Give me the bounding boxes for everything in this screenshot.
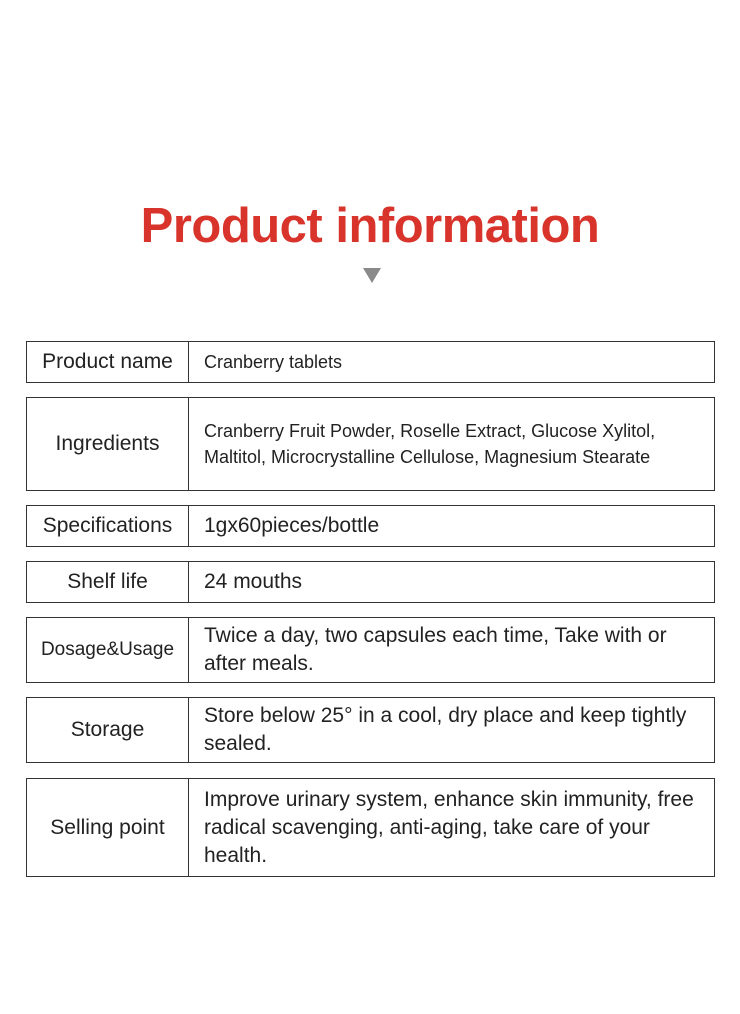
row-label: Product name bbox=[27, 342, 189, 382]
triangle-down-icon bbox=[363, 268, 381, 283]
table-row-product-name bbox=[26, 341, 715, 383]
row-value: Twice a day, two capsules each time, Take with or after meals. bbox=[204, 624, 667, 675]
table-row-dosage-usage bbox=[26, 617, 715, 683]
table-row-shelf-life bbox=[26, 561, 715, 603]
table-row-selling-point bbox=[26, 778, 715, 877]
row-value: Store below 25° in a cool, dry place and keep tightly sealed. bbox=[204, 704, 687, 755]
row-value: Improve urinary system, enhance skin immunity, free radical scavenging, anti-aging, take care of your health. bbox=[204, 787, 694, 867]
row-label: Ingredients bbox=[27, 398, 189, 490]
row-value: Cranberry tablets bbox=[204, 352, 343, 372]
row-label: Dosage&Usage bbox=[27, 618, 189, 682]
row-label: Specifications bbox=[27, 506, 189, 546]
table-row-ingredients bbox=[26, 397, 715, 491]
row-value: 1gx60pieces/bottle bbox=[204, 514, 380, 537]
table-row-specifications bbox=[26, 505, 715, 547]
table-row-storage bbox=[26, 697, 715, 763]
row-value: Cranberry Fruit Powder, Roselle Extract, Glucose Xylitol, Maltitol, Microcrystalline Cellulose, Magnesium Stearate bbox=[204, 421, 656, 467]
row-label: Shelf life bbox=[27, 562, 189, 602]
row-label: Selling point bbox=[27, 779, 189, 876]
row-value: 24 mouths bbox=[204, 570, 303, 593]
page-title: Product information bbox=[140, 199, 600, 253]
row-label: Storage bbox=[27, 698, 189, 762]
